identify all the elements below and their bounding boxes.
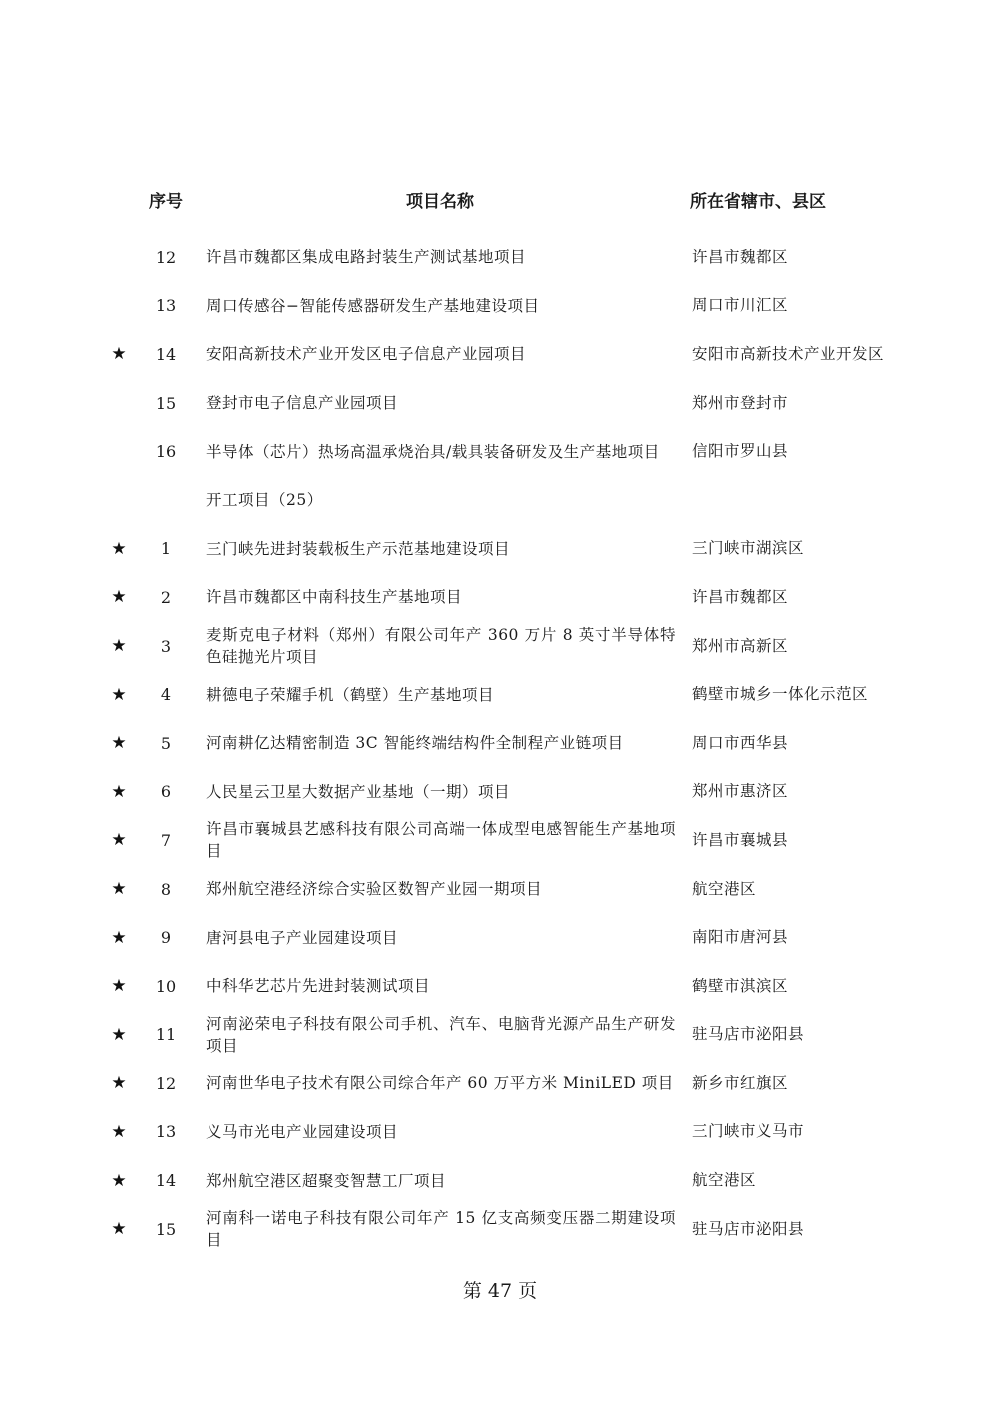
project-location (692, 476, 892, 525)
star-marker: ★ (111, 879, 127, 900)
row-number: 6 (160, 782, 172, 802)
table-row (0, 670, 1000, 719)
table-row (0, 1156, 1000, 1205)
table-header (0, 186, 1000, 218)
header-location: 所在省辖市、县区 (690, 192, 826, 212)
project-location: 许昌市襄城县 (692, 830, 789, 849)
table-row (0, 962, 1000, 1011)
star-marker: ★ (111, 1121, 127, 1142)
row-number: 5 (160, 733, 172, 753)
row-number: 2 (160, 587, 172, 607)
table-row (0, 1205, 1000, 1254)
project-name: 中科华艺芯片先进封装测试项目 (206, 977, 431, 996)
project-location: 航空港区 (692, 879, 757, 898)
project-location: 周口市川汇区 (692, 296, 789, 315)
star-marker: ★ (111, 927, 127, 948)
row-number: 15 (155, 393, 177, 413)
project-location: 驻马店市泌阳县 (692, 1025, 805, 1044)
row-number: 9 (160, 928, 172, 948)
table-body (0, 233, 1000, 1253)
table-row (0, 622, 1000, 671)
project-name: 义马市光电产业园建设项目 (206, 1122, 399, 1141)
project-location: 许昌市魏都区 (692, 587, 789, 606)
project-location: 三门峡市义马市 (692, 1122, 805, 1141)
star-marker: ★ (111, 636, 127, 657)
star-marker: ★ (111, 1170, 127, 1191)
table-row (0, 913, 1000, 962)
row-number: 10 (155, 976, 177, 996)
table-row (0, 233, 1000, 282)
table-row (0, 1059, 1000, 1108)
row-number: 12 (155, 247, 177, 267)
project-location: 郑州市高新区 (692, 636, 789, 655)
project-name: 许昌市魏都区中南科技生产基地项目 (206, 588, 463, 607)
project-name: 安阳高新技术产业开发区电子信息产业园项目 (206, 345, 527, 364)
project-name: 郑州航空港经济综合实验区数智产业园一期项目 (206, 880, 543, 899)
table-row (0, 573, 1000, 622)
project-name: 唐河县电子产业园建设项目 (206, 928, 399, 947)
project-name: 麦斯克电子材料（郑州）有限公司年产 360 万片 8 英寸半导体特色硅抛光片项目 (206, 626, 676, 667)
project-name: 河南耕亿达精密制造 3C 智能终端结构件全制程产业链项目 (206, 734, 624, 753)
project-location: 郑州市惠济区 (692, 782, 789, 801)
row-number: 14 (155, 1171, 177, 1191)
row-number: 3 (160, 636, 172, 656)
star-marker (108, 476, 130, 525)
project-name: 人民星云卫星大数据产业基地（一期）项目 (206, 782, 511, 801)
row-number: 12 (155, 1073, 177, 1093)
project-location: 航空港区 (692, 1171, 757, 1190)
table-row (0, 719, 1000, 768)
star-marker: ★ (111, 344, 127, 365)
page-number: 第 47 页 (462, 1280, 538, 1302)
star-marker: ★ (111, 781, 127, 802)
table-row (0, 768, 1000, 817)
table-row (0, 1108, 1000, 1157)
star-marker (108, 233, 130, 282)
section-heading-row (0, 476, 1000, 525)
project-location: 三门峡市湖滨区 (692, 539, 805, 558)
star-marker (108, 427, 130, 476)
star-marker (108, 379, 130, 428)
table-row (0, 525, 1000, 574)
table-row (0, 1011, 1000, 1060)
project-location: 新乡市红旗区 (692, 1073, 789, 1092)
project-location: 驻马店市泌阳县 (692, 1219, 805, 1238)
table-row (0, 330, 1000, 379)
section-title: 开工项目（25） (206, 491, 323, 510)
header-serial-number: 序号 (149, 192, 183, 212)
project-location: 周口市西华县 (692, 733, 789, 752)
project-name: 许昌市襄城县艺感科技有限公司高端一体成型电感智能生产基地项目 (206, 820, 676, 861)
star-marker: ★ (111, 587, 127, 608)
row-number: 13 (155, 296, 177, 316)
project-name: 周口传感谷−智能传感器研发生产基地建设项目 (206, 296, 540, 315)
project-name: 耕德电子荣耀手机（鹤壁）生产基地项目 (206, 685, 495, 704)
project-name: 三门峡先进封装载板生产示范基地建设项目 (206, 539, 511, 558)
star-marker: ★ (111, 976, 127, 997)
row-number: 16 (155, 442, 177, 462)
project-location: 南阳市唐河县 (692, 928, 789, 947)
star-marker: ★ (111, 1073, 127, 1094)
row-number: 13 (155, 1122, 177, 1142)
star-marker: ★ (111, 1024, 127, 1045)
row-number: 14 (155, 344, 177, 364)
row-number: 1 (160, 539, 172, 559)
row-number: 8 (160, 879, 172, 899)
project-location: 鹤壁市城乡一体化示范区 (692, 685, 869, 704)
table-row (0, 379, 1000, 428)
row-number: 4 (160, 685, 172, 705)
project-location: 安阳市高新技术产业开发区 (692, 344, 885, 363)
star-marker: ★ (111, 733, 127, 754)
row-number (130, 476, 202, 525)
project-location: 信阳市罗山县 (692, 442, 789, 461)
project-name: 郑州航空港区超聚变智慧工厂项目 (206, 1171, 447, 1190)
row-number: 7 (160, 830, 172, 850)
star-marker: ★ (111, 1219, 127, 1240)
header-project-name: 项目名称 (406, 192, 474, 212)
star-marker: ★ (111, 538, 127, 559)
project-name: 河南科一诺电子科技有限公司年产 15 亿支高频变压器二期建设项目 (206, 1209, 676, 1250)
star-marker: ★ (111, 830, 127, 851)
project-location: 许昌市魏都区 (692, 247, 789, 266)
project-name: 半导体（芯片）热场高温承烧治具/载具装备研发及生产基地项目 (206, 442, 660, 461)
table-row (0, 865, 1000, 914)
row-number: 15 (155, 1219, 177, 1239)
table-row (0, 282, 1000, 331)
project-name: 河南泌荣电子科技有限公司手机、汽车、电脑背光源产品生产研发项目 (206, 1014, 676, 1055)
table-row (0, 816, 1000, 865)
project-location: 郑州市登封市 (692, 393, 789, 412)
star-marker (108, 282, 130, 331)
project-name: 许昌市魏都区集成电路封装生产测试基地项目 (206, 248, 527, 267)
project-location: 鹤壁市淇滨区 (692, 976, 789, 995)
project-name: 登封市电子信息产业园项目 (206, 394, 399, 413)
star-marker: ★ (111, 684, 127, 705)
row-number: 11 (155, 1025, 177, 1045)
project-name: 河南世华电子技术有限公司综合年产 60 万平方米 MiniLED 项目 (206, 1074, 674, 1093)
table-row (0, 427, 1000, 476)
